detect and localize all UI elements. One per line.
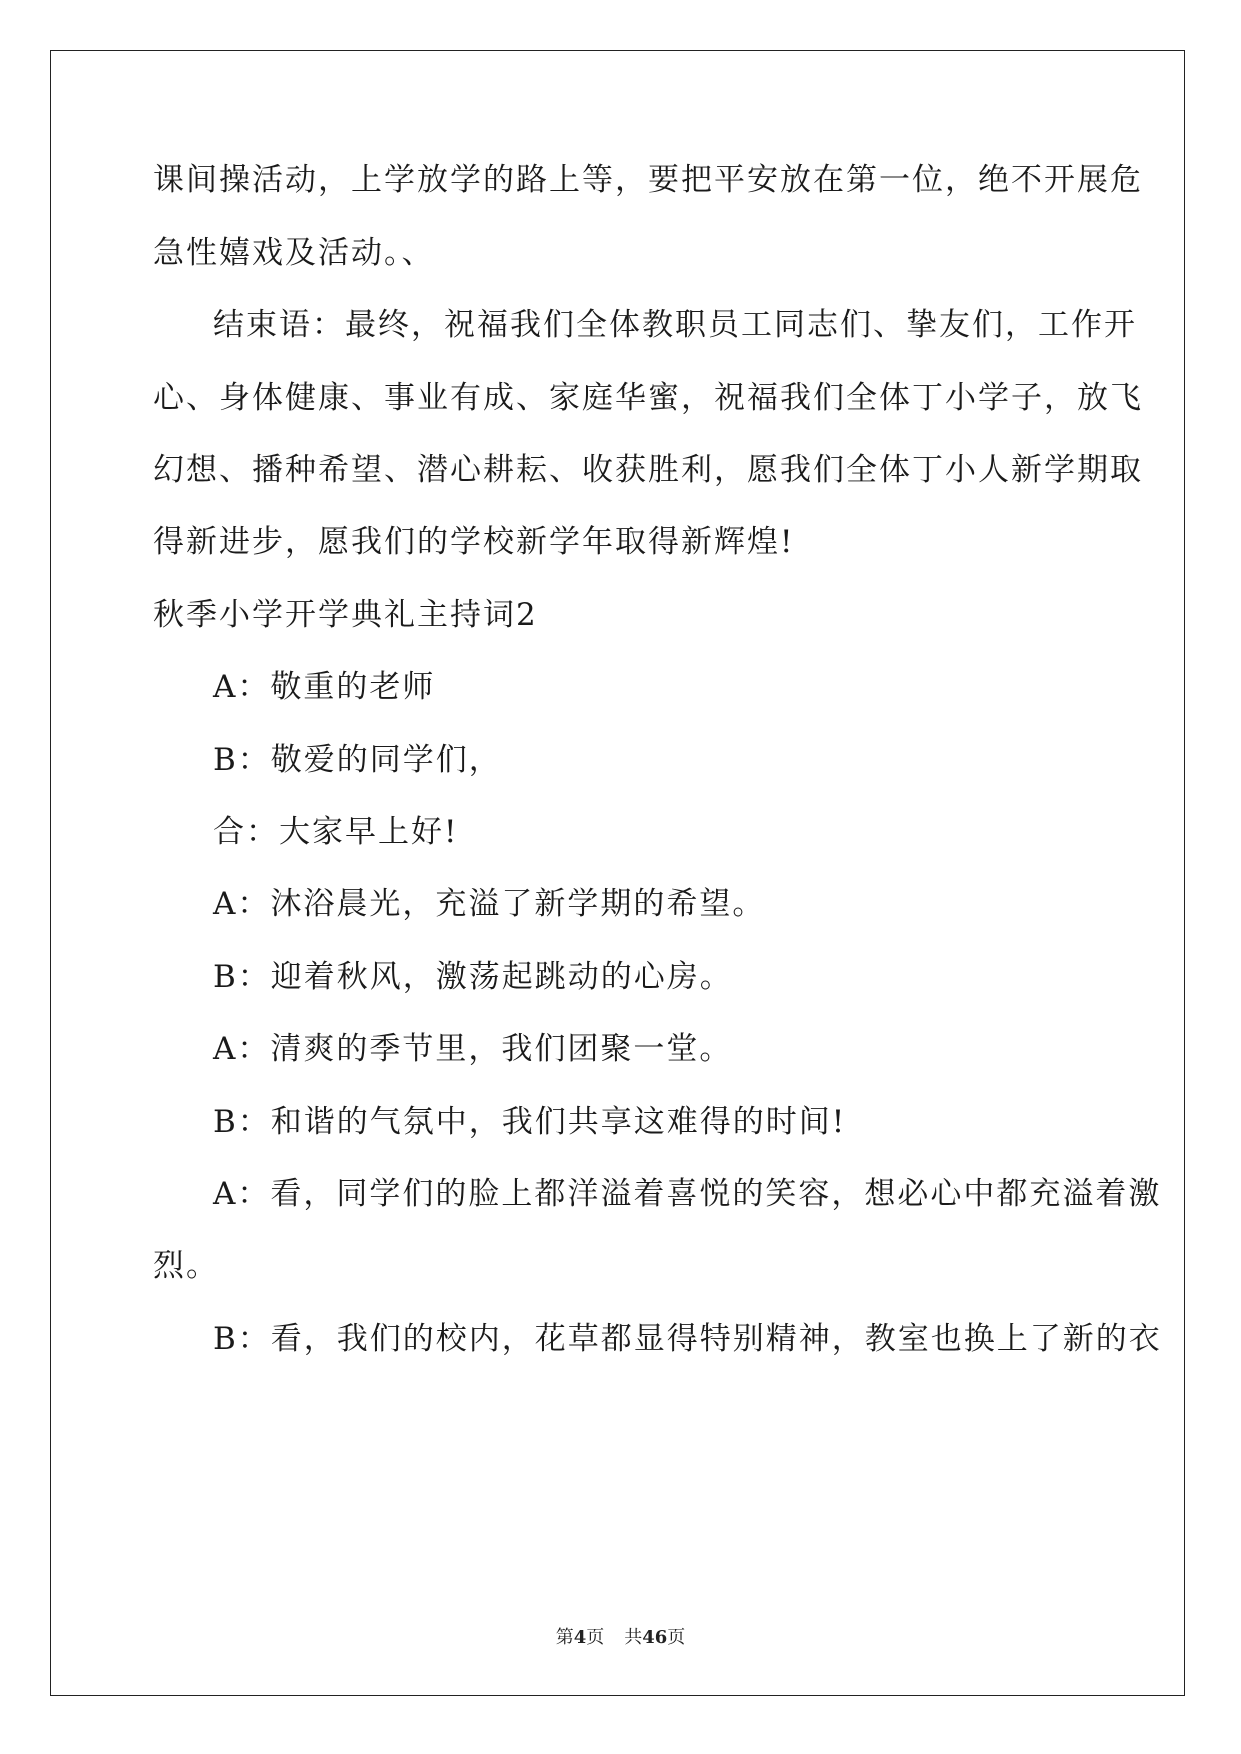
text-line: 得新进步，愿我们的学校新学年取得新辉煌! <box>153 524 795 560</box>
dialogue-line: B：看，我们的校内，花草都显得特别精神，教室也换上了新的衣 <box>213 1321 1162 1357</box>
dialogue-line: A：看，同学们的脸上都洋溢着喜悦的笑容，想必心中都充溢着激 <box>213 1176 1162 1212</box>
total-pages: 46 <box>642 1627 668 1648</box>
dialogue-line: 合：大家早上好! <box>213 814 459 850</box>
text-line: 课间操活动，上学放学的路上等，要把平安放在第一位，绝不开展危 <box>153 162 1143 198</box>
text-line: 幻想、播种希望、潜心耕耘、收获胜利，愿我们全体丁小人新学期取 <box>153 452 1143 488</box>
dialogue-line: A：沐浴晨光，充溢了新学期的希望。 <box>213 886 766 922</box>
dialogue-line: B：和谐的气氛中，我们共享这难得的时间! <box>213 1104 847 1140</box>
dialogue-line: A：清爽的季节里，我们团聚一堂。 <box>213 1031 733 1067</box>
page-border <box>50 50 1185 1696</box>
text-line: 烈。 <box>153 1248 219 1284</box>
total-prefix: 共 <box>624 1627 643 1648</box>
dialogue-line: B：敬爱的同学们， <box>213 742 502 778</box>
page-suffix: 页 <box>586 1627 605 1648</box>
dialogue-line: A：敬重的老师 <box>213 669 436 705</box>
text-line: 心、身体健康、事业有成、家庭华蜜，祝福我们全体丁小学子，放飞 <box>153 380 1143 416</box>
text-line: 急性嬉戏及活动。、 <box>153 235 435 271</box>
page-prefix: 第 <box>555 1627 574 1648</box>
page-number: 4 <box>573 1627 587 1648</box>
section-heading: 秋季小学开学典礼主持词2 <box>153 597 538 633</box>
page-footer <box>0 1623 1241 1649</box>
total-suffix: 页 <box>667 1627 686 1648</box>
paragraph-line: 结束语：最终，祝福我们全体教职员工同志们、挚友们，工作开 <box>213 307 1137 343</box>
dialogue-line: B：迎着秋风，激荡起跳动的心房。 <box>213 959 733 995</box>
